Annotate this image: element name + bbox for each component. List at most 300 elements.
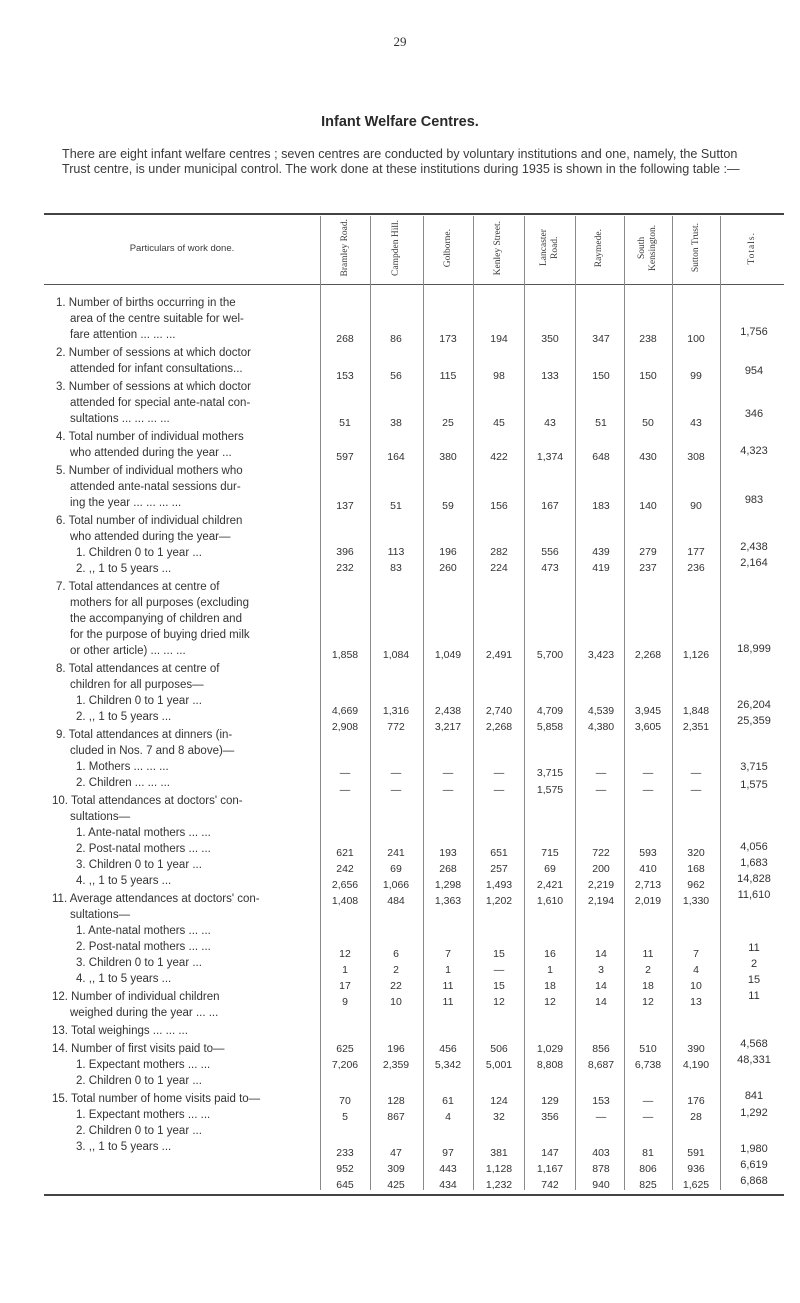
column-header-cell [473,216,524,280]
table-cell: 878 [592,1163,610,1175]
table-cell: 621 [336,847,354,859]
table-cell: 14 [595,980,607,992]
table-cell: 238 [639,333,657,345]
table-cell: 32 [493,1111,505,1123]
particulars-line: 2. Post-natal mothers ... ... [76,843,211,855]
table-cell: 443 [439,1163,457,1175]
column-header: Bramley Road. [339,219,350,277]
particulars-line: 2. ,, 1 to 5 years ... [76,563,172,575]
table-cell: 196 [387,1043,405,1055]
table-cell: 150 [639,370,657,382]
table-cell: — [642,767,654,779]
table-cell: 4,380 [587,721,615,733]
table-cell: 140 [639,500,657,512]
table-cell: 156 [490,500,508,512]
particulars-header: Particulars of work done. [129,243,235,254]
table-cell: 128 [387,1095,405,1107]
particulars-line: 2. Number of sessions at which doctor [56,347,251,359]
table-cell: 47 [390,1147,402,1159]
table-cell: 15 [493,948,505,960]
table-header-rule [44,284,784,285]
table-cell: 279 [639,546,657,558]
table-cell: 4,190 [682,1059,710,1071]
total-cell: 1,575 [740,779,768,791]
particulars-line: 2. ,, 1 to 5 years ... [76,711,172,723]
particulars-line: 2. Children 0 to 1 year ... [76,1075,202,1087]
particulars-line: 3. Children 0 to 1 year ... [76,957,202,969]
table-cell: 1,625 [682,1179,710,1191]
table-cell: 193 [439,847,457,859]
table-cell: 772 [387,721,405,733]
total-cell: 11 [748,942,760,954]
table-cell: 425 [387,1179,405,1191]
column-header-cell [672,216,720,280]
table-cell: 14 [595,996,607,1008]
table-cell: 434 [439,1179,457,1191]
particulars-line: 1. Expectant mothers ... ... [76,1059,211,1071]
table-cell: 7,206 [331,1059,359,1071]
column-header-cell [575,216,624,280]
table-cell: 176 [687,1095,705,1107]
total-cell: 4,323 [740,445,768,457]
table-cell: 350 [541,333,559,345]
table-cell: 133 [541,370,559,382]
particulars-line: 2. Children 0 to 1 year ... [76,1125,202,1137]
table-cell: — [690,784,702,796]
particulars-line: 2. Children ... ... ... [76,777,170,789]
table-cell: 2,268 [634,649,662,661]
table-cell: 15 [493,980,505,992]
table-cell: 224 [490,562,508,574]
table-cell: 43 [690,417,702,429]
table-cell: 1,126 [682,649,710,661]
table-cell: 439 [592,546,610,558]
table-cell: 6 [393,948,399,960]
page-title: Infant Welfare Centres. [321,114,479,130]
table-cell: 200 [592,863,610,875]
table-cell: 232 [336,562,354,574]
total-cell: 3,715 [740,761,768,773]
table-cell: 100 [687,333,705,345]
table-cell: 86 [390,333,402,345]
table-cell: 22 [390,980,402,992]
table-cell: 18 [544,980,556,992]
table-cell: 2,019 [634,895,662,907]
particulars-line: 13. Total weighings ... ... ... [52,1025,188,1037]
table-cell: 1,610 [536,895,564,907]
table-cell: 2,351 [682,721,710,733]
table-cell: 236 [687,562,705,574]
particulars-line: 3. ,, 1 to 5 years ... [76,1141,172,1153]
table-cell: 173 [439,333,457,345]
particulars-line: 2. Post-natal mothers ... ... [76,941,211,953]
table-cell: — [442,784,454,796]
table-cell: — [493,784,505,796]
particulars-line: fare attention ... ... ... [70,329,176,341]
table-cell: 3,605 [634,721,662,733]
particulars-line: 3. Number of sessions at which doctor [56,381,251,393]
table-cell: 1,066 [382,879,410,891]
table-cell: 410 [639,863,657,875]
table-cell: 282 [490,546,508,558]
table-cell: 61 [442,1095,454,1107]
table-cell: 12 [642,996,654,1008]
particulars-line: 4. ,, 1 to 5 years ... [76,973,172,985]
table-cell: 5,001 [485,1059,513,1071]
table-cell: 168 [687,863,705,875]
particulars-line: 8. Total attendances at centre of [56,663,220,675]
table-cell: 2,908 [331,721,359,733]
table-cell: 422 [490,451,508,463]
table-cell: — [595,767,607,779]
total-cell: 48,331 [737,1054,771,1066]
page-number: 29 [393,34,407,49]
particulars-line: attended ante-natal sessions dur- [70,481,241,493]
total-cell: 26,204 [737,699,771,711]
table-cell: 5,700 [536,649,564,661]
total-cell: 954 [744,365,764,377]
table-cell: 2,194 [587,895,615,907]
particulars-line: 5. Number of individual mothers who [56,465,243,477]
table-cell: 69 [390,863,402,875]
particulars-line: attended for infant consultations... [70,363,243,375]
particulars-line: 1. Children 0 to 1 year ... [76,695,202,707]
particulars-line: area of the centre suitable for wel- [70,313,244,325]
table-cell: 38 [390,417,402,429]
table-cell: 2,268 [485,721,513,733]
column-header-cell [524,216,575,280]
table-cell: 28 [690,1111,702,1123]
table-cell: 7 [693,948,699,960]
table-cell: 419 [592,562,610,574]
particulars-line: sultations— [70,811,131,823]
table-cell: 1,202 [485,895,513,907]
table-cell: 867 [387,1111,405,1123]
particulars-line: 14. Number of first visits paid to— [52,1043,225,1055]
table-cell: 645 [336,1179,354,1191]
table-cell: 5,342 [434,1059,462,1071]
table-cell: 396 [336,546,354,558]
table-cell: — [339,784,351,796]
particulars-line: for the purpose of buying dried milk [70,629,250,641]
table-cell: 3,715 [536,767,564,779]
particulars-line: 1. Children 0 to 1 year ... [76,547,202,559]
table-cell: 1,848 [682,705,710,717]
column-header-cell [624,216,672,280]
table-cell: 591 [687,1147,705,1159]
table-cell: 1,363 [434,895,462,907]
table-cell: 98 [493,370,505,382]
column-header-cell [370,216,423,280]
column-header: Totals. [746,231,757,265]
table-cell: 308 [687,451,705,463]
particulars-line: 4. Total number of individual mothers [56,431,244,443]
table-cell: 59 [442,500,454,512]
table-cell: 1,493 [485,879,513,891]
table-cell: 70 [339,1095,351,1107]
table-cell: 129 [541,1095,559,1107]
column-header: Golborne. [442,228,453,268]
table-cell: 625 [336,1043,354,1055]
particulars-line: 1. Mothers ... ... ... [76,761,169,773]
total-cell: 25,359 [737,715,771,727]
table-cell: 11 [442,996,454,1008]
table-top-rule [44,213,784,215]
table-cell: 3 [598,964,604,976]
table-cell: 83 [390,562,402,574]
column-header-cell [720,216,784,280]
table-cell: 1 [342,964,348,976]
table-cell: 268 [439,863,457,875]
column-header: Kenley Street. [493,220,503,276]
total-cell: 6,868 [740,1175,768,1187]
table-cell: 2,656 [331,879,359,891]
table-cell: 473 [541,562,559,574]
table-cell: 51 [390,500,402,512]
total-cell: 4,056 [740,841,768,853]
particulars-line: 1. Ante-natal mothers ... ... [76,827,211,839]
table-cell: 45 [493,417,505,429]
table-cell: — [390,767,402,779]
table-cell: 320 [687,847,705,859]
table-cell: 430 [639,451,657,463]
particulars-line: 6. Total number of individual children [56,515,243,527]
table-cell: 50 [642,417,654,429]
table-cell: 309 [387,1163,405,1175]
table-cell: 56 [390,370,402,382]
table-cell: 115 [439,370,457,382]
table-cell: 556 [541,546,559,558]
total-cell: 2 [750,958,758,970]
table-cell: 1,167 [536,1163,564,1175]
table-cell: — [595,784,607,796]
table-cell: 381 [490,1147,508,1159]
table-cell: 510 [639,1043,657,1055]
table-cell: 506 [490,1043,508,1055]
particulars-line: 9. Total attendances at dinners (in- [56,729,233,741]
table-cell: 380 [439,451,457,463]
table-cell: 242 [336,863,354,875]
table-cell: 268 [336,333,354,345]
table-cell: 2 [393,964,399,976]
table-cell: 4 [445,1111,451,1123]
table-cell: 2,421 [536,879,564,891]
table-cell: 43 [544,417,556,429]
column-header-cell [320,216,370,280]
total-cell: 346 [744,408,764,420]
column-header: Raymede. [594,228,604,268]
table-cell: 10 [390,996,402,1008]
table-cell: 456 [439,1043,457,1055]
table-cell: 715 [541,847,559,859]
table-cell: 12 [339,948,351,960]
total-cell: 18,999 [737,643,771,655]
particulars-line: ing the year ... ... ... ... [70,497,182,509]
table-cell: 1,316 [382,705,410,717]
table-cell: 825 [639,1179,657,1191]
table-cell: — [390,784,402,796]
table-cell: 13 [690,996,702,1008]
table-cell: 2,713 [634,879,662,891]
table-cell: 11 [442,980,454,992]
total-cell: 841 [744,1090,764,1102]
table-cell: 5 [342,1111,348,1123]
table-cell: 952 [336,1163,354,1175]
table-cell: 856 [592,1043,610,1055]
table-cell: 12 [544,996,556,1008]
table-cell: 3,423 [587,649,615,661]
table-cell: 1,084 [382,649,410,661]
table-cell: — [493,767,505,779]
table-cell: 90 [690,500,702,512]
table-cell: 1 [547,964,553,976]
table-cell: 390 [687,1043,705,1055]
table-cell: 722 [592,847,610,859]
table-cell: 6,738 [634,1059,662,1071]
table-cell: 1,858 [331,649,359,661]
table-cell: 1,232 [485,1179,513,1191]
table-cell: 1,298 [434,879,462,891]
table-cell: 936 [687,1163,705,1175]
column-header-cell [423,216,473,280]
total-cell: 11 [748,990,760,1002]
total-cell: 11,610 [737,889,771,901]
particulars-line: who attended during the year ... [70,447,232,459]
table-cell: 97 [442,1147,454,1159]
table-cell: — [642,1095,654,1107]
table-cell: 69 [544,863,556,875]
table-cell: 593 [639,847,657,859]
particulars-line: cluded in Nos. 7 and 8 above)— [70,745,235,757]
table-cell: 4,539 [587,705,615,717]
total-cell: 1,980 [740,1143,768,1155]
table-cell: 177 [687,546,705,558]
particulars-line: 15. Total number of home visits paid to— [52,1093,261,1105]
table-cell: 137 [336,500,354,512]
table-cell: 806 [639,1163,657,1175]
table-cell: 940 [592,1179,610,1191]
table-cell: 403 [592,1147,610,1159]
table-cell: 1,049 [434,649,462,661]
table-cell: 81 [642,1147,654,1159]
table-cell: 150 [592,370,610,382]
particulars-line: 1. Ante-natal mothers ... ... [76,925,211,937]
table-cell: 742 [541,1179,559,1191]
table-cell: — [642,1111,654,1123]
total-cell: 4,568 [740,1038,768,1050]
table-cell: 51 [339,417,351,429]
table-cell: 2,491 [485,649,513,661]
table-cell: 347 [592,333,610,345]
particulars-line: sultations— [70,909,131,921]
table-cell: 3,217 [434,721,462,733]
table-cell: 12 [493,996,505,1008]
table-cell: 237 [639,562,657,574]
table-cell: 147 [541,1147,559,1159]
table-cell: 14 [595,948,607,960]
particulars-line: 11. Average attendances at doctors' con- [52,893,260,905]
table-cell: — [690,767,702,779]
table-cell: 2,740 [485,705,513,717]
table-bottom-rule [44,1194,784,1196]
particulars-line: mothers for all purposes (excluding [70,597,249,609]
table-cell: — [442,767,454,779]
particulars-line: attended for special ante-natal con- [70,397,251,409]
table-cell: 5,858 [536,721,564,733]
table-cell: 648 [592,451,610,463]
table-cell: — [339,767,351,779]
table-cell: 196 [439,546,457,558]
table-cell: 153 [592,1095,610,1107]
table-cell: 2,359 [382,1059,410,1071]
table-cell: 1,128 [485,1163,513,1175]
table-cell: 1,330 [682,895,710,907]
total-cell: 983 [744,494,764,506]
particulars-line: the accompanying of children and [70,613,242,625]
table-cell: 4,669 [331,705,359,717]
table-cell: 194 [490,333,508,345]
table-cell: 10 [690,980,702,992]
table-cell: 164 [387,451,405,463]
table-cell: 167 [541,500,559,512]
table-cell: 257 [490,863,508,875]
particulars-line: children for all purposes— [70,679,204,691]
total-cell: 6,619 [740,1159,768,1171]
table-cell: 8,687 [587,1059,615,1071]
column-header: Campden Hill. [391,220,401,276]
column-header: Sutton Trust. [690,223,701,273]
table-cell: 1,374 [536,451,564,463]
table-cell: 113 [387,546,405,558]
particulars-line: or other article) ... ... ... [70,645,186,657]
total-cell: 1,292 [740,1107,768,1119]
particulars-line: sultations ... ... ... ... [70,413,170,425]
column-header: South Kensington. [637,224,658,272]
table-cell: 4,709 [536,705,564,717]
table-cell: 241 [387,847,405,859]
table-cell: 1,575 [536,784,564,796]
table-cell: 1,408 [331,895,359,907]
table-cell: 962 [687,879,705,891]
table-cell: 9 [342,996,348,1008]
table-cell: — [642,784,654,796]
table-cell: 25 [442,417,454,429]
particulars-line: 12. Number of individual children [52,991,220,1003]
table-cell: 183 [592,500,610,512]
particulars-line: 1. Expectant mothers ... ... [76,1109,211,1121]
table-cell: 17 [339,980,351,992]
table-cell: 7 [445,948,451,960]
total-cell: 1,683 [740,857,768,869]
table-cell: 651 [490,847,508,859]
table-cell: 1 [445,964,451,976]
table-cell: 2,438 [434,705,462,717]
total-cell: 14,828 [737,873,771,885]
total-cell: 2,438 [740,541,768,553]
table-cell: 18 [642,980,654,992]
table-cell: 99 [690,370,702,382]
table-cell: 51 [595,417,607,429]
table-cell: 16 [544,948,556,960]
particulars-line: 10. Total attendances at doctors' con- [52,795,243,807]
column-header: Lancaster Road. [538,229,560,267]
table-cell: 597 [336,451,354,463]
table-cell: 260 [439,562,457,574]
particulars-line: 1. Number of births occurring in the [56,297,236,309]
table-cell: 124 [490,1095,508,1107]
total-cell: 15 [747,974,761,986]
particulars-line: 4. ,, 1 to 5 years ... [76,875,172,887]
